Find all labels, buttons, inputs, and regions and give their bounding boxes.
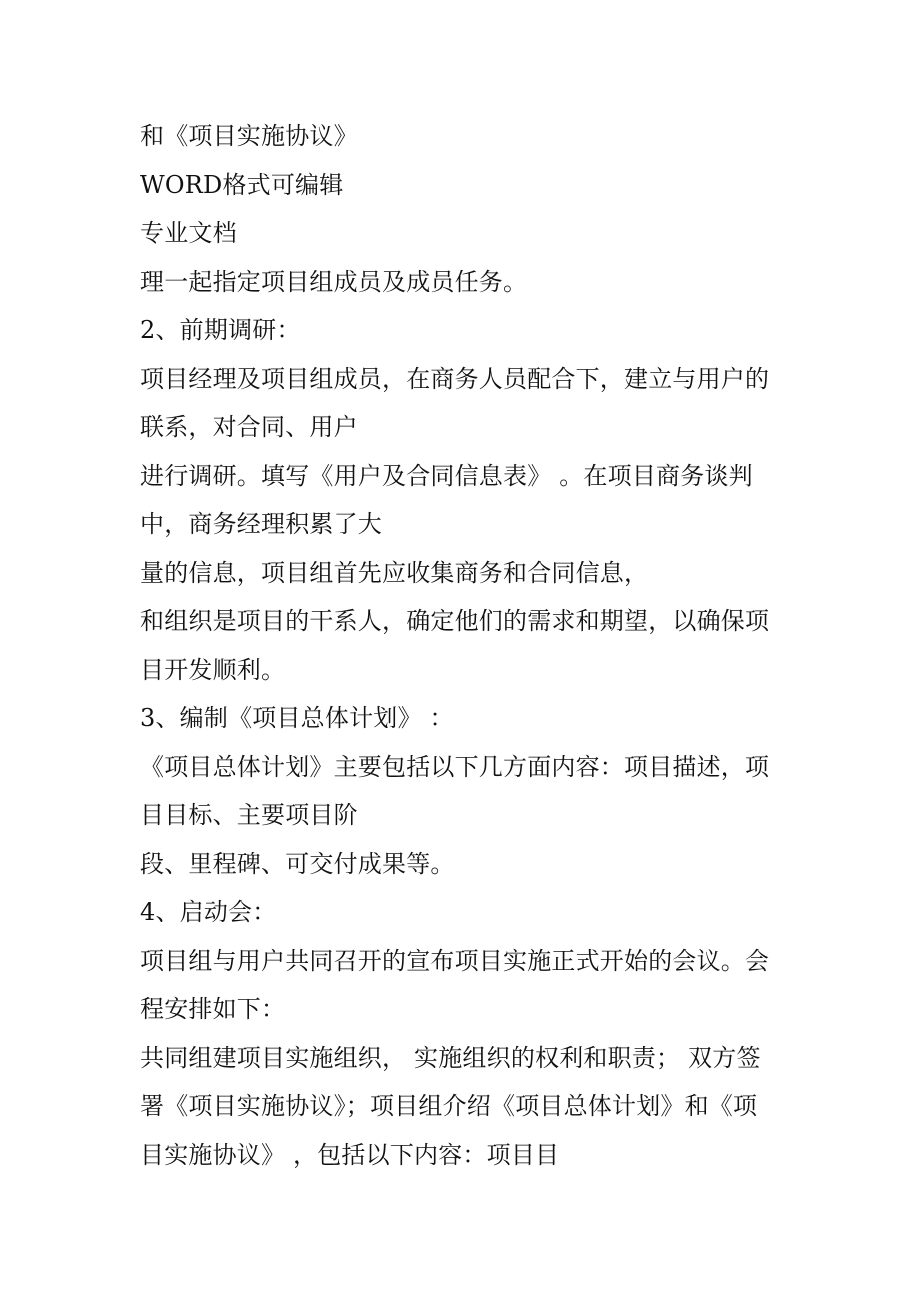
text-line: 项目经理及项目组成员，在商务人员配合下，建立与用户的 [140,364,770,393]
text-line: 联系，对合同、用户 [140,413,358,441]
text-line: 中，商务经理积累了大 [140,510,382,538]
text-line: 《项目总体计划》主要包括以下几方面内容：项目描述，项 [140,752,770,781]
text-line: 理一起指定项目组成员及成员任务。 [140,267,528,296]
text-line: 量的信息，项目组首先应收集商务和合同信息， [140,558,649,587]
text-line: 和组织是项目的干系人，确定他们的需求和期望，以确保项 [140,607,770,635]
text-line: 程安排如下： [140,995,286,1023]
text-line: 目目标、主要项目阶 [140,801,358,829]
text-line: 共同组建项目实施组织， 实施组织的权利和职责； 双方签 [140,1043,761,1072]
text-line: 进行调研。填写《用户及合同信息表》 。在项目商务谈判 [140,461,753,490]
section-heading: 4、启动会： [140,898,277,926]
text-line: 段、里程碑、可交付成果等。 [140,849,455,878]
section-heading: 2、前期调研： [140,316,301,344]
text-line: 项目组与用户共同召开的宣布项目实施正式开始的会议。会 [140,946,770,975]
section-heading: 3、编制《项目总体计划》 ： [140,704,454,732]
text-line: 和《项目实施协议》 [140,122,358,150]
text-line: 目开发顺利。 [140,655,286,684]
text-line: WORD格式可编辑 [140,170,344,199]
document-body [140,112,790,1179]
text-line: 目实施协议》 ，包括以下内容：项目目 [140,1140,560,1169]
text-line: 署《项目实施协议》；项目组介绍《项目总体计划》和《项 [140,1092,758,1120]
text-line: 专业文档 [140,219,237,247]
